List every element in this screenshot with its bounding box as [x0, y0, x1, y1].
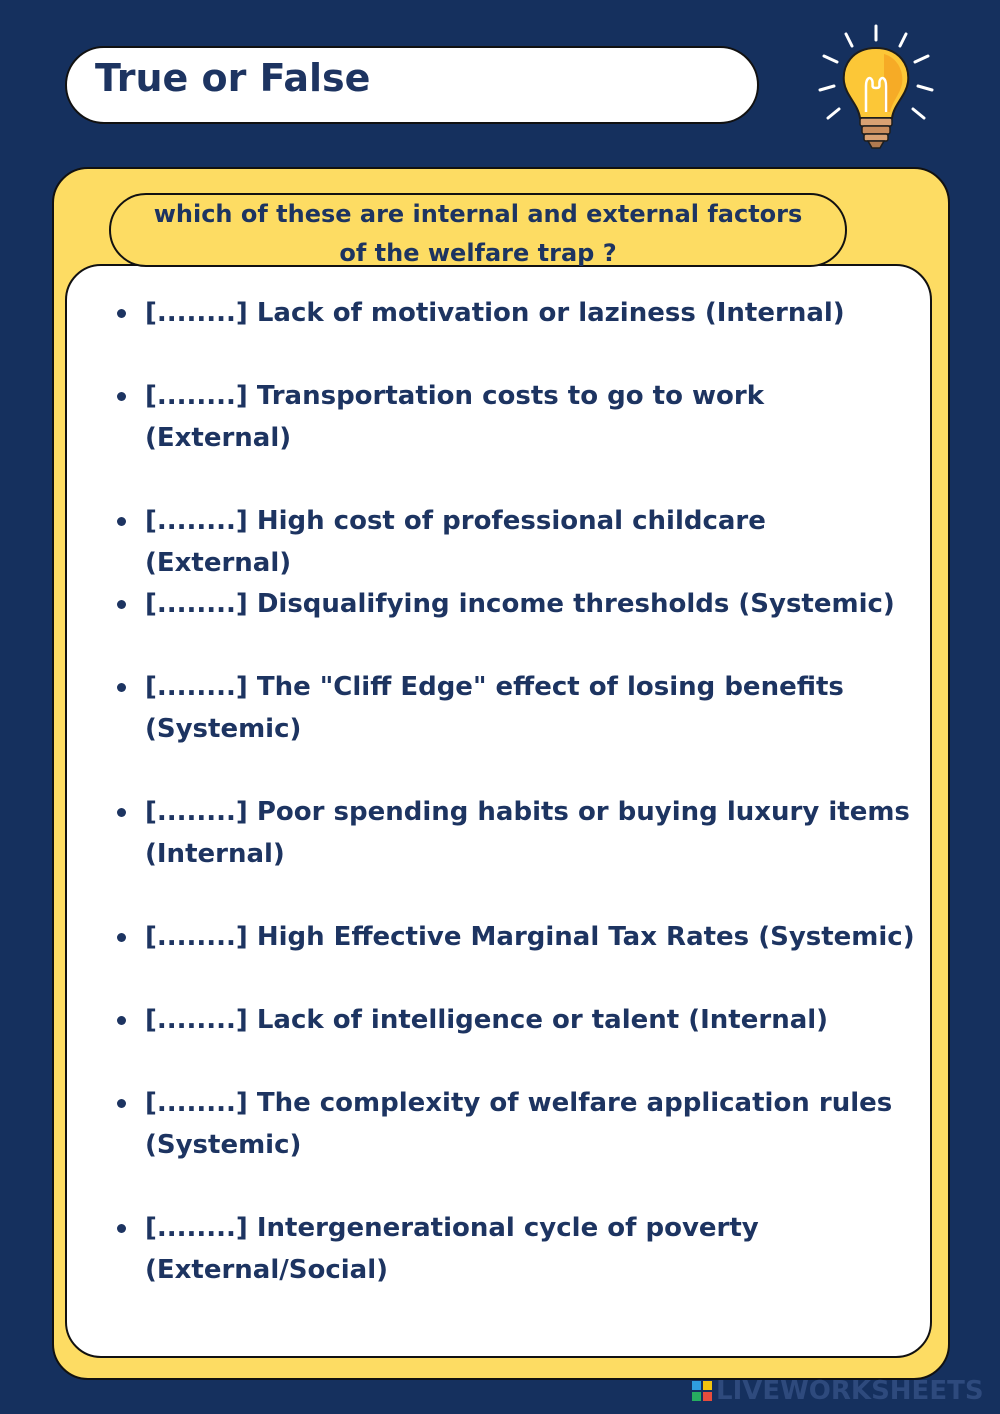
bullet-icon — [117, 392, 126, 401]
bullet-icon — [117, 1224, 126, 1233]
list-item — [145, 791, 915, 875]
statement-text-cont: (Internal) — [145, 839, 285, 869]
bullet-icon — [117, 683, 126, 692]
list-item — [145, 583, 915, 625]
list-item — [145, 1207, 915, 1291]
list-item — [145, 1082, 915, 1166]
bullet-icon — [117, 517, 126, 526]
list-item — [145, 999, 915, 1041]
page-title: True or False — [95, 56, 371, 100]
list-item — [145, 500, 915, 584]
statement-list — [67, 266, 930, 1356]
bullet-icon — [117, 808, 126, 817]
statement-text: [........] Intergenerational cycle of poverty — [145, 1213, 759, 1243]
statement-text-cont: (External) — [145, 423, 292, 453]
statement-text: [........] High cost of professional childcare (External) — [145, 506, 766, 578]
bullet-icon — [117, 1099, 126, 1108]
statement-text-cont: (Systemic) — [145, 1130, 302, 1160]
statement-text: [........] Lack of intelligence or talent (Internal) — [145, 1005, 829, 1035]
bullet-icon — [117, 1016, 126, 1025]
bullet-icon — [117, 309, 126, 318]
bullet-icon — [117, 600, 126, 609]
statements-panel — [65, 264, 932, 1358]
list-item — [145, 666, 915, 750]
liveworksheets-logo-icon — [692, 1381, 712, 1401]
title-banner — [65, 46, 759, 124]
statement-text: [........] Disqualifying income thresholds (Systemic) — [145, 589, 895, 619]
list-item — [145, 292, 915, 334]
question-line-1: which of these are internal and external factors — [153, 200, 803, 228]
question-line-2: of the welfare trap ? — [339, 239, 617, 267]
statement-text: [........] Transportation costs to go to work — [145, 381, 765, 411]
lightbulb-icon — [814, 20, 940, 156]
question-banner — [109, 193, 847, 267]
statement-text: [........] The complexity of welfare application rules — [145, 1088, 893, 1118]
list-item — [145, 375, 915, 459]
statement-text: [........] The "Cliff Edge" effect of losing benefits — [145, 672, 844, 702]
list-item — [145, 916, 915, 958]
statement-text-cont: (External/Social) — [145, 1255, 389, 1285]
statement-text-cont: (Systemic) — [145, 714, 302, 744]
statement-text: [........] Lack of motivation or laziness (Internal) — [145, 298, 845, 328]
statement-text: [........] Poor spending habits or buying luxury items — [145, 797, 910, 827]
bullet-icon — [117, 933, 126, 942]
watermark-text: LIVEWORKSHEETS — [716, 1376, 984, 1406]
statement-text: [........] High Effective Marginal Tax Rates (Systemic) — [145, 922, 915, 952]
watermark — [692, 1374, 984, 1408]
